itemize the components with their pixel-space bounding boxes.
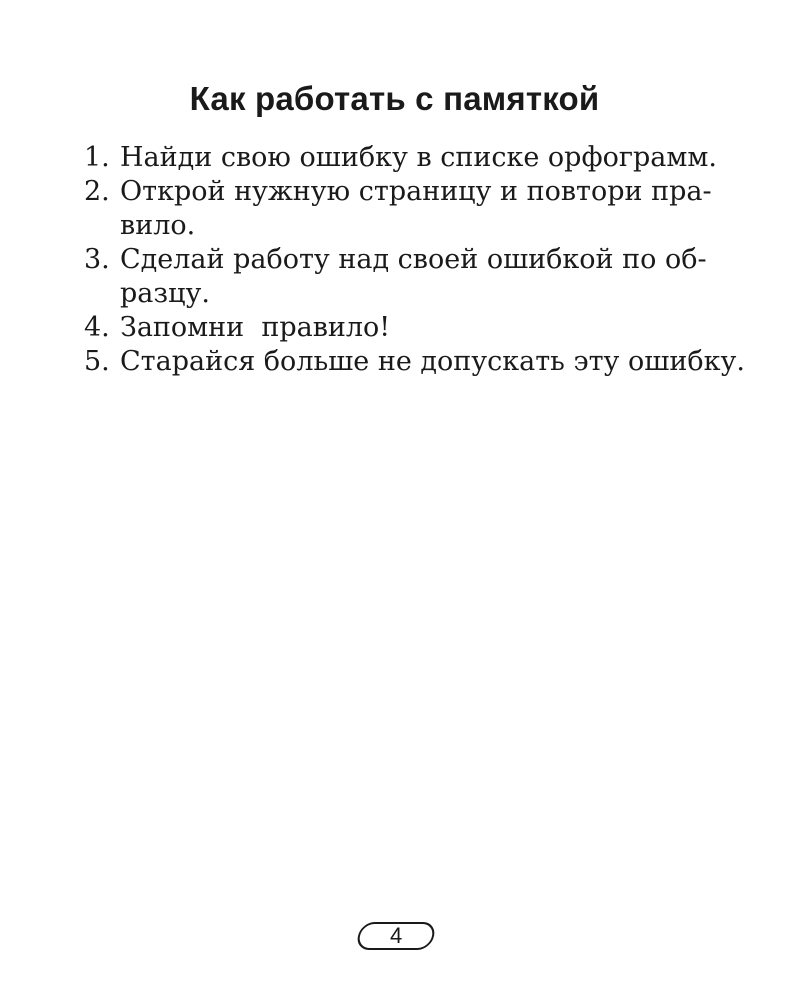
item-text: Сделай работу над своей ошибкой по об- <box>120 244 707 275</box>
item-number: 4. <box>84 312 110 343</box>
item-text: вило. <box>120 210 196 241</box>
item-number: 2. <box>84 176 110 207</box>
list-item <box>84 345 745 379</box>
item-text: Открой нужную страницу и повтори пра- <box>120 176 712 207</box>
list-item <box>84 311 734 345</box>
item-text: Старайся больше не допускать эту ошибку. <box>120 346 745 377</box>
list-item-continuation <box>84 209 734 243</box>
page-title: Как работать с памяткой <box>189 80 600 117</box>
list-item <box>84 141 734 175</box>
item-number: 1. <box>84 142 110 173</box>
item-text: Запомни правило! <box>120 312 391 343</box>
list-item-continuation <box>84 277 734 311</box>
item-number: 3. <box>84 244 110 275</box>
page-number: 4 <box>389 923 403 948</box>
item-number: 5. <box>84 346 110 377</box>
list-item <box>84 175 734 209</box>
instruction-list <box>84 141 745 379</box>
list-item <box>84 243 734 277</box>
item-text: разцу. <box>120 278 210 309</box>
item-text: Найди свою ошибку в списке орфограмм. <box>120 142 717 173</box>
page-number-badge <box>355 922 437 950</box>
